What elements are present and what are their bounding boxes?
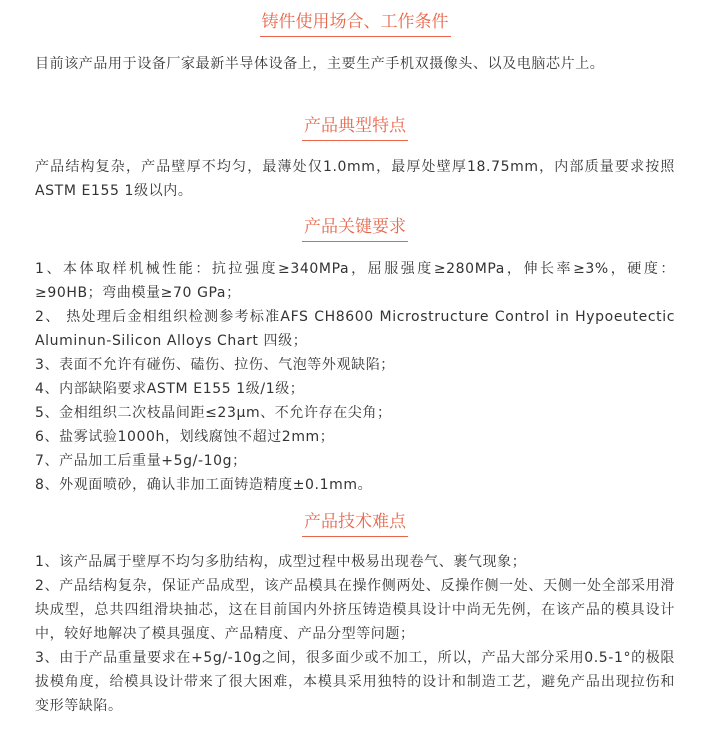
section-title-features (0, 114, 710, 141)
requirement-item: 4、内部缺陷要求ASTM E155 1级/1级； (35, 381, 305, 397)
requirements-list (35, 257, 675, 497)
requirement-item: 5、金相组织二次枝晶间距≤23μm、不允许存在尖角； (35, 405, 392, 421)
difficulty-item: 1、该产品属于壁厚不均匀多肋结构，成型过程中极易出现卷气、裹气现象； (35, 554, 527, 570)
section-title-text: 产品关键要求 (302, 215, 408, 242)
difficulties-list (35, 550, 675, 718)
difficulty-item: 3、由于产品重量要求在+5g/-10g之间，很多面少或不加工，所以，产品大部分采用0.5-1°的极限拔模角度，给模具设计带来了很大困难，本模具采用独特的设计和制造工艺，避免产品出现拉伤和变形等缺陷。 (35, 650, 675, 714)
requirement-item: 2、 热处理后金相组织检测参考标准AFS CH8600 Microstructure Control in Hypoeutectic Aluminun-Silicon Alloys Chart 四级； (35, 309, 675, 349)
section-title-difficulties (0, 510, 710, 537)
section-title-requirements (0, 215, 710, 242)
usage-paragraph (35, 52, 675, 76)
requirement-item: 8、外观面喷砂，确认非加工面铸造精度±0.1mm。 (35, 477, 373, 493)
difficulty-item: 2、产品结构复杂，保证产品成型，该产品模具在操作侧两处、反操作侧一处、天侧一处全部采用滑块成型，总共四组滑块抽芯，这在目前国内外挤压铸造模具设计中尚无先例，在该产品的模具设计中，较好地解决了模具强度、产品精度、产品分型等问题； (35, 578, 675, 642)
requirement-item: 3、表面不允许有碰伤、磕伤、拉伤、气泡等外观缺陷； (35, 357, 395, 373)
section-title-text: 铸件使用场合、工作条件 (260, 10, 451, 37)
requirement-item: 1、本体取样机械性能：抗拉强度≥340MPa，屈服强度≥280MPa，伸长率≥3%，硬度：≥90HB；弯曲模量≥70 GPa； (35, 261, 675, 301)
section-title-usage (0, 10, 710, 37)
requirement-item: 6、盐雾试验1000h，划线腐蚀不超过2mm； (35, 429, 335, 445)
section-title-text: 产品典型特点 (302, 114, 408, 141)
paragraph-line: 产品结构复杂，产品壁厚不均匀，最薄处仅1.0mm，最厚处壁厚18.75mm，内部质量要求按照ASTM E155 1级以内。 (35, 159, 675, 199)
requirement-item: 7、产品加工后重量+5g/-10g； (35, 453, 247, 469)
section-title-text: 产品技术难点 (302, 510, 408, 537)
paragraph-line: 目前该产品用于设备厂家最新半导体设备上，主要生产手机双摄像头、以及电脑芯片上。 (35, 56, 605, 72)
features-paragraph (35, 155, 675, 203)
